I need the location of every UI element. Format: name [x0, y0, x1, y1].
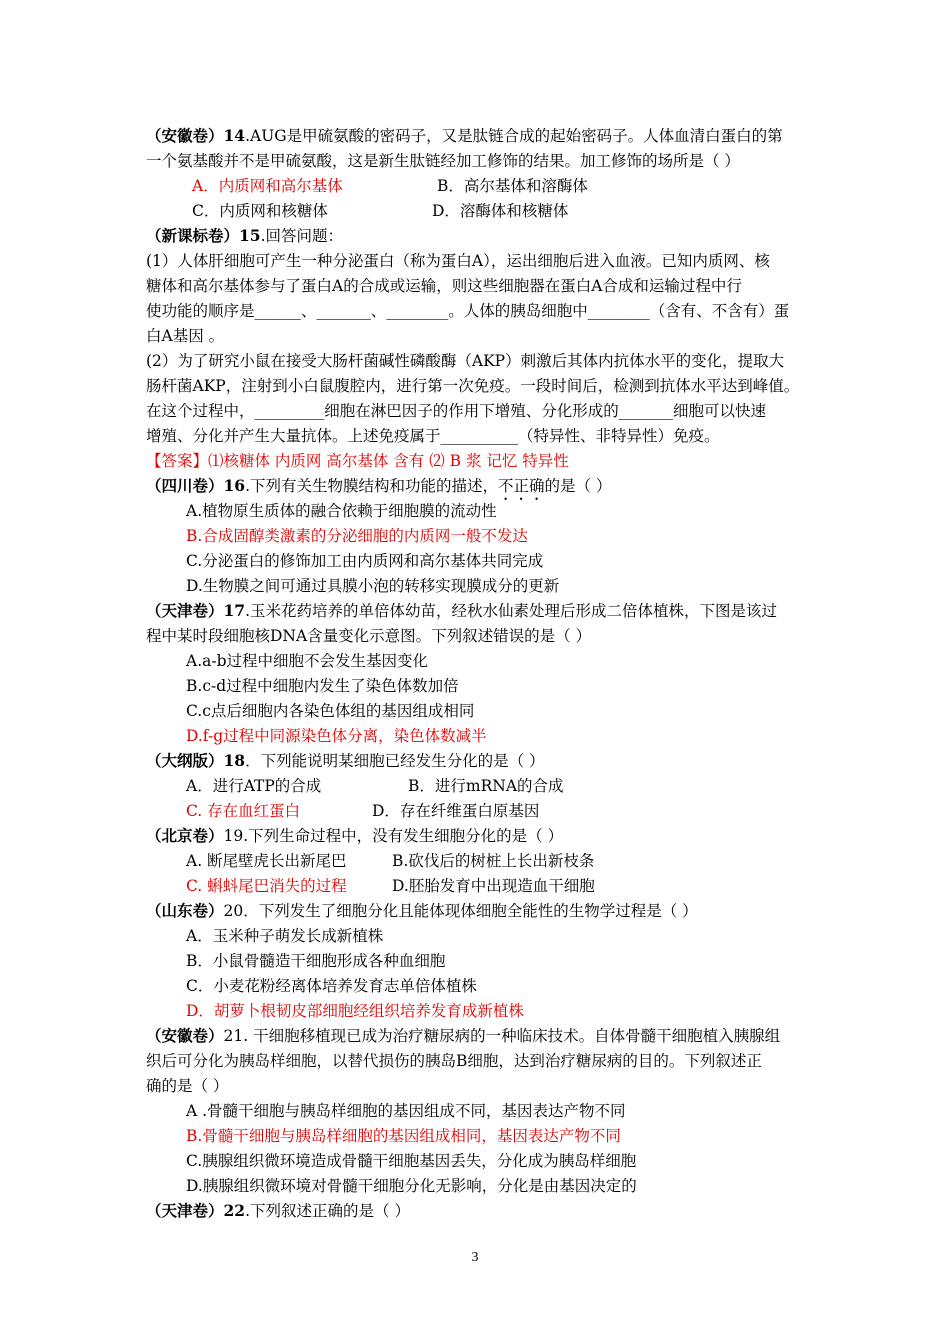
q15-part2-line-1: (2）为了研究小鼠在接受大肠杆菌碱性磷酸酶（AKP）刺激后其体内抗体水平的变化，提取大 — [146, 352, 785, 370]
q22-source: （天津卷） — [146, 1201, 224, 1220]
q19-source: （北京卷） — [146, 826, 224, 845]
q16-text-pre: .下列有关生物膜结构和功能的描述， — [245, 477, 499, 495]
q15-part2-line-3: 在这个过程中，_________细胞在淋巴因子的作用下增殖、分化形成的_______细胞可以快速 — [146, 402, 767, 420]
page-number: 3 — [471, 1250, 479, 1265]
q22-number: 22 — [223, 1201, 246, 1220]
q18-options-row-2 — [186, 801, 540, 821]
q17-source: （天津卷） — [146, 601, 224, 620]
q19-text: 19.下列生命过程中，没有发生细胞分化的是（ ） — [223, 827, 564, 845]
q14-options-row-1 — [192, 176, 588, 196]
q20-option-c: C．小麦花粉经离体培养发育志单倍体植株 — [186, 977, 477, 995]
q18-text: ．下列能说明某细胞已经发生分化的是（ ） — [245, 752, 545, 770]
q20-option-d: D．胡萝卜根韧皮部细胞经组织培养发育成新植株 — [186, 1002, 524, 1020]
q18-option-d: D．存在纤维蛋白原基因 — [372, 802, 540, 820]
q15-part1-line-4: 白A基因 。 — [146, 327, 225, 345]
q14-option-b: B．高尔基体和溶酶体 — [437, 177, 588, 195]
q18-line-1 — [146, 751, 545, 771]
q17-text-2: 程中某时段细胞核DNA含量变化示意图。下列叙述错误的是（ ） — [146, 627, 592, 645]
q20-option-a: A．玉米种子萌发长成新植株 — [186, 927, 384, 945]
q17-number: 17 — [223, 601, 246, 620]
q14-source: （安徽卷） — [146, 126, 224, 145]
q19-line-1 — [146, 826, 563, 846]
q18-option-c: C. 存在血红蛋白 — [186, 802, 301, 820]
q21-option-c: C.胰腺组织微环境造成骨髓干细胞基因丢失，分化成为胰岛样细胞 — [186, 1152, 637, 1170]
q20-text: 20．下列发生了细胞分化且能体现体细胞全能性的生物学过程是（ ） — [223, 902, 698, 920]
q19-options-row-2 — [186, 876, 595, 896]
q21-option-d: D.胰腺组织微环境对骨髓干细胞分化无影响，分化是由基因决定的 — [186, 1177, 637, 1195]
q16-option-c: C.分泌蛋白的修饰加工由内质网和高尔基体共同完成 — [186, 552, 544, 570]
q21-option-b: B.骨髓干细胞与胰岛样细胞的基因组成相同，基因表达产物不同 — [186, 1127, 621, 1145]
q15-answer: 【答案】⑴核糖体 内质网 高尔基体 含有 ⑵ B 浆 记忆 特异性 — [146, 452, 569, 470]
q18-number: 18 — [223, 751, 246, 770]
q14-text-2: 一个氨基酸并不是甲硫氨酸，这是新生肽链经加工修饰的结果。加工修饰的场所是（ ） — [146, 152, 740, 170]
q22-text: .下列叙述正确的是（ ） — [245, 1202, 410, 1220]
q16-option-b: B.合成固醇类激素的分泌细胞的内质网一般不发达 — [186, 527, 528, 545]
q19-option-d: D.胚胎发育中出现造血干细胞 — [392, 877, 595, 895]
q17-line-1 — [146, 601, 777, 621]
q18-option-b: B．进行mRNA的合成 — [408, 777, 564, 795]
q16-option-d: D.生物膜之间可通过具膜小泡的转移实现膜成分的更新 — [186, 577, 560, 595]
q16-emphasis-text: 不正确 — [498, 477, 545, 495]
q20-option-b: B．小鼠骨髓造干细胞形成各种血细胞 — [186, 952, 446, 970]
q15-line-1 — [146, 226, 343, 246]
q21-text-2: 织后可分化为胰岛样细胞，以替代损伤的胰岛B细胞，达到治疗糖尿病的目的。下列叙述正 — [146, 1052, 762, 1070]
q15-part2-line-2: 肠杆菌AKP，注射到小白鼠腹腔内，进行第一次免疫。一段时间后，检测到抗体水平达到峰值。 — [146, 377, 800, 395]
q21-text-3: 确的是（ ） — [146, 1077, 229, 1095]
q15-part1-line-2: 糖体和高尔基体参与了蛋白A的合成或运输，则这些细胞器在蛋白A合成和运输过程中行 — [146, 277, 742, 295]
q21-line-1 — [146, 1026, 780, 1046]
q17-option-b: B.c-d过程中细胞内发生了染色体数加倍 — [186, 677, 459, 695]
q16-number: 16 — [223, 476, 246, 495]
q14-number: 14 — [223, 126, 246, 145]
q17-option-c: C.c点后细胞内各染色体组的基因组成相同 — [186, 702, 475, 720]
q18-option-a: A．进行ATP的合成 — [186, 777, 322, 795]
q15-part2-line-4: 增殖、分化并产生大量抗体。上述免疫属于__________（特异性、非特异性）免疫。 — [146, 427, 720, 445]
q19-option-c: C. 蝌蚪尾巴消失的过程 — [186, 877, 347, 895]
q14-option-c: C．内质网和核糖体 — [192, 202, 328, 220]
q16-line-1 — [146, 476, 611, 504]
q21-source: （安徽卷） — [146, 1026, 224, 1045]
q16-option-a: A.植物原生质体的融合依赖于细胞膜的流动性 — [186, 502, 497, 520]
q14-option-d: D．溶酶体和核糖体 — [432, 202, 569, 220]
q22-line-1 — [146, 1201, 410, 1221]
q17-option-d: D.f-g过程中同源染色体分离，染色体数减半 — [186, 727, 487, 745]
q15-part1-line-3: 使功能的顺序是______、_______、________。人体的胰岛细胞中________（含有、不含有）蛋 — [146, 302, 790, 320]
q19-option-b: B.砍伐后的树桩上长出新枝条 — [392, 852, 595, 870]
q20-source: （山东卷） — [146, 901, 224, 920]
q16-source: （四川卷） — [146, 476, 224, 495]
q18-source: （大纲版） — [146, 751, 224, 770]
q14-line-1 — [146, 126, 783, 146]
q17-option-a: A.a-b过程中细胞不会发生基因变化 — [186, 652, 429, 670]
q18-options-row-1 — [186, 776, 564, 796]
q19-options-row-1 — [186, 851, 595, 871]
q21-text-1: 21. 干细胞移植现已成为治疗糖尿病的一种临床技术。自体骨髓干细胞植入胰腺组 — [223, 1027, 781, 1045]
q14-option-a: A．内质网和高尔基体 — [192, 177, 343, 195]
q16-text-post: 的是（ ） — [544, 477, 612, 495]
q14-options-row-2 — [192, 201, 569, 221]
q15-source: （新课标卷） — [146, 226, 240, 245]
q17-text-1: .玉米花药培养的单倍体幼苗，经秋水仙素处理后形成二倍体植株，下图是该过 — [245, 602, 778, 620]
q21-option-a: A .骨髓干细胞与胰岛样细胞的基因组成不同，基因表达产物不同 — [186, 1102, 626, 1120]
q15-text: .回答问题： — [260, 227, 344, 245]
q14-text-1: .AUG是甲硫氨酸的密码子，又是肽链合成的起始密码子。人体血清白蛋白的第 — [245, 127, 783, 145]
q15-number: 15 — [239, 226, 261, 245]
q15-part1-line-1: (1）人体肝细胞可产生一种分泌蛋白（称为蛋白A），运出细胞后进入血液。已知内质网、核 — [146, 252, 770, 270]
q20-line-1 — [146, 901, 698, 921]
q19-option-a: A. 断尾壁虎长出新尾巴 — [186, 852, 347, 870]
